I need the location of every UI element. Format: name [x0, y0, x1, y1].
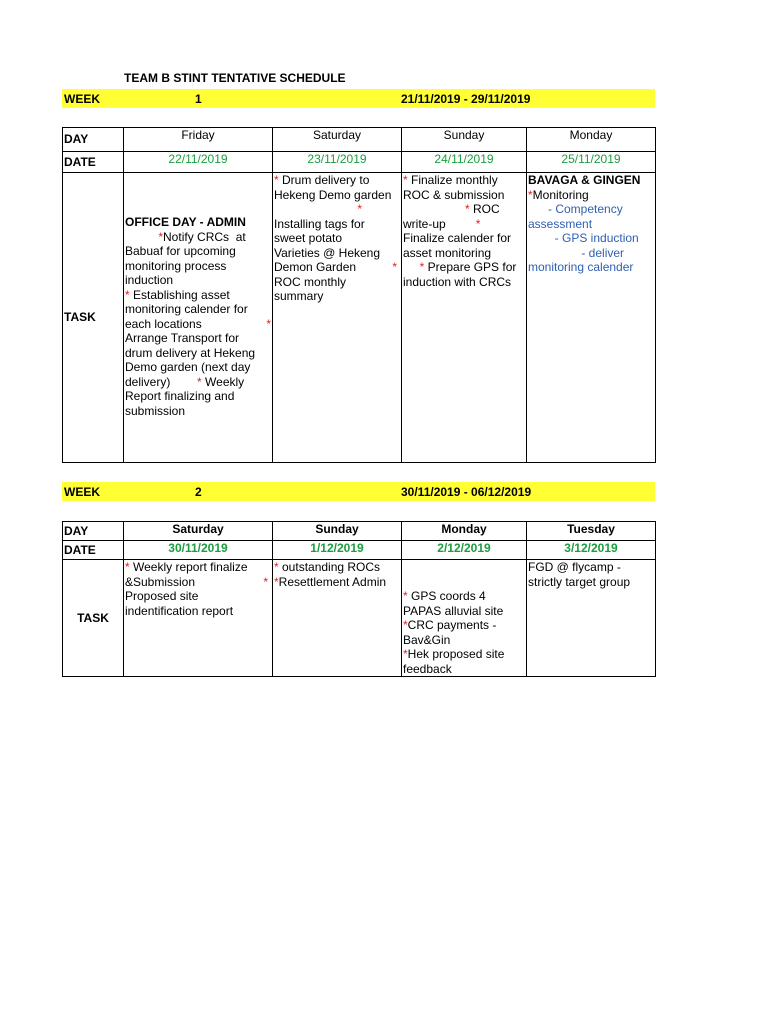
task-line: indentification report	[125, 603, 234, 618]
task-line: PAPAS alluvial site	[403, 603, 504, 618]
week1-number: 1	[195, 92, 202, 106]
task-text: ROC	[469, 202, 500, 216]
week2-day-1: Saturday	[124, 522, 273, 541]
task-line	[125, 230, 271, 245]
task-text: Prepare GPS for	[424, 260, 517, 274]
week2-date-label: DATE	[63, 541, 124, 560]
week1-label: WEEK	[64, 92, 100, 106]
week2-date-2: 1/12/2019	[273, 541, 402, 560]
week1-task-label: TASK	[63, 173, 124, 463]
task-line	[274, 575, 400, 590]
task-line: FGD @ flycamp -	[528, 560, 621, 574]
week1-day-row	[63, 128, 656, 152]
task-text: GPS coords 4	[407, 589, 486, 603]
week1-saturday-tasks	[273, 173, 402, 463]
location-heading: BAVAGA & GINGEN	[528, 173, 641, 187]
week2-task-label: TASK	[63, 560, 124, 677]
task-text: delivery)	[125, 374, 171, 389]
task-line	[125, 317, 271, 332]
week1-date-row	[63, 152, 656, 173]
week1-date-1: 22/11/2019	[124, 152, 273, 173]
bullet-star: *	[125, 560, 130, 574]
week1-bar	[62, 89, 655, 108]
task-line	[274, 260, 400, 275]
task-line: Proposed site	[125, 589, 199, 603]
task-line: monitoring calender	[528, 260, 634, 274]
bullet-star: *	[274, 560, 279, 574]
task-text: Establishing asset	[129, 287, 230, 302]
document-title: TEAM B STINT TENTATIVE SCHEDULE	[124, 71, 346, 85]
week1-day-2: Saturday	[273, 128, 402, 152]
week2-day-row	[63, 522, 656, 541]
task-line: - Competency	[528, 202, 623, 216]
task-text: CRC payments -	[407, 618, 497, 632]
task-line	[403, 173, 525, 188]
task-text: Weekly report finalize	[129, 560, 248, 574]
bullet-star: *	[357, 202, 362, 216]
bullet-star: *	[403, 647, 408, 661]
task-line	[403, 647, 525, 662]
bullet-star: *	[274, 173, 279, 187]
week1-sunday-tasks	[402, 173, 527, 463]
week1-monday-tasks	[527, 173, 656, 463]
week1-date-4: 25/11/2019	[527, 152, 656, 173]
bullet-star: *	[403, 173, 408, 187]
bullet-star: *	[465, 202, 470, 216]
task-line: induction	[125, 273, 174, 287]
task-line: strictly target group	[528, 574, 631, 589]
task-line: Hekeng Demo garden	[274, 187, 392, 202]
task-line	[403, 202, 525, 217]
week2-date-4: 3/12/2019	[527, 541, 656, 560]
week1-day-1: Friday	[124, 128, 273, 152]
task-text: Finalize monthly	[407, 173, 498, 187]
week1-day-3: Sunday	[402, 128, 527, 152]
task-line: feedback	[403, 661, 452, 676]
task-text: Drum delivery to	[278, 173, 370, 187]
task-text: outstanding ROCs	[278, 560, 381, 574]
task-line: sweet potato	[274, 231, 343, 245]
week2-day-3: Monday	[402, 522, 527, 541]
task-text: write-up	[403, 216, 446, 231]
task-text: &Submission	[125, 574, 196, 589]
task-line	[274, 173, 400, 188]
task-line	[403, 217, 525, 232]
task-line: submission	[125, 403, 186, 418]
week1-day-4: Monday	[527, 128, 656, 152]
task-line	[528, 188, 654, 203]
bullet-star: *	[266, 316, 271, 331]
week2-day-2: Sunday	[273, 522, 402, 541]
bullet-star: *	[419, 260, 425, 274]
task-line: Arrange Transport for	[125, 331, 240, 345]
week1-date-3: 24/11/2019	[402, 152, 527, 173]
task-line: - deliver	[528, 245, 625, 260]
task-line	[125, 375, 271, 390]
week2-label: WEEK	[64, 485, 100, 499]
task-line: ROC & submission	[403, 187, 505, 202]
task-line	[125, 288, 271, 303]
task-line: asset monitoring	[403, 245, 492, 260]
task-text: each locations	[125, 316, 202, 331]
task-line: Varieties @ Hekeng	[274, 245, 381, 260]
week2-day-4: Tuesday	[527, 522, 656, 541]
bullet-star: *	[263, 574, 268, 589]
week1-friday-tasks	[124, 173, 273, 463]
week2-date-row	[63, 541, 656, 560]
bullet-star: *	[403, 589, 408, 603]
task-text: Weekly	[201, 374, 245, 389]
task-line	[403, 260, 525, 275]
task-line	[125, 560, 271, 575]
week2-task-row	[63, 560, 656, 677]
week2-day-label: DAY	[63, 522, 124, 541]
week1-table	[62, 127, 656, 463]
task-text: Notify CRCs at	[163, 229, 246, 244]
task-text: Demon Garden	[274, 260, 357, 274]
week2-table	[62, 521, 656, 677]
week2-date-1: 30/11/2019	[124, 541, 273, 560]
task-line	[274, 560, 400, 575]
week1-date-2: 23/11/2019	[273, 152, 402, 173]
task-line	[274, 202, 400, 217]
task-line: Babuaf for upcoming	[125, 244, 236, 258]
bullet-star: *	[392, 260, 397, 274]
bullet-star: *	[158, 229, 164, 244]
bullet-star: *	[475, 216, 481, 231]
week2-monday-tasks	[402, 560, 527, 677]
office-day-heading: OFFICE DAY - ADMIN	[125, 215, 246, 229]
week2-saturday-tasks	[124, 560, 273, 677]
bullet-star: *	[125, 287, 130, 302]
task-line: drum delivery at Hekeng	[125, 345, 256, 360]
week2-date-3: 2/12/2019	[402, 541, 527, 560]
task-line: - GPS induction	[528, 231, 639, 245]
week2-sunday-tasks	[273, 560, 402, 677]
week2-range: 30/11/2019 - 06/12/2019	[401, 485, 532, 499]
bullet-star: *	[403, 618, 408, 632]
week1-range: 21/11/2019 - 29/11/2019	[401, 92, 531, 106]
week2-bar	[62, 482, 655, 501]
task-line: Report finalizing and	[125, 389, 235, 403]
task-line	[125, 575, 271, 590]
week1-date-label: DATE	[63, 152, 124, 173]
task-line: Finalize calender for	[403, 231, 512, 245]
week1-task-row	[63, 173, 656, 463]
bullet-star: *	[197, 374, 202, 389]
bullet-star: *	[528, 187, 533, 202]
task-text: Monitoring	[532, 187, 589, 202]
task-line: Demo garden (next day	[125, 360, 251, 374]
task-line: summary	[274, 289, 324, 303]
week1-day-label: DAY	[63, 128, 124, 152]
task-text: Hek proposed site	[407, 647, 505, 661]
task-line: Bav&Gin	[403, 632, 451, 647]
task-line: monitoring process	[125, 258, 227, 273]
week2-number: 2	[195, 485, 202, 499]
task-line	[403, 589, 525, 604]
task-line: monitoring calender for	[125, 302, 248, 316]
task-text: Resettlement Admin	[278, 574, 387, 589]
task-line: Installing tags for	[274, 216, 365, 231]
task-line: induction with CRCs	[403, 274, 512, 289]
task-line: ROC monthly	[274, 274, 347, 289]
task-line: assessment	[528, 216, 593, 231]
bullet-star: *	[274, 574, 279, 589]
task-line	[403, 618, 525, 633]
week2-tuesday-tasks	[527, 560, 656, 677]
